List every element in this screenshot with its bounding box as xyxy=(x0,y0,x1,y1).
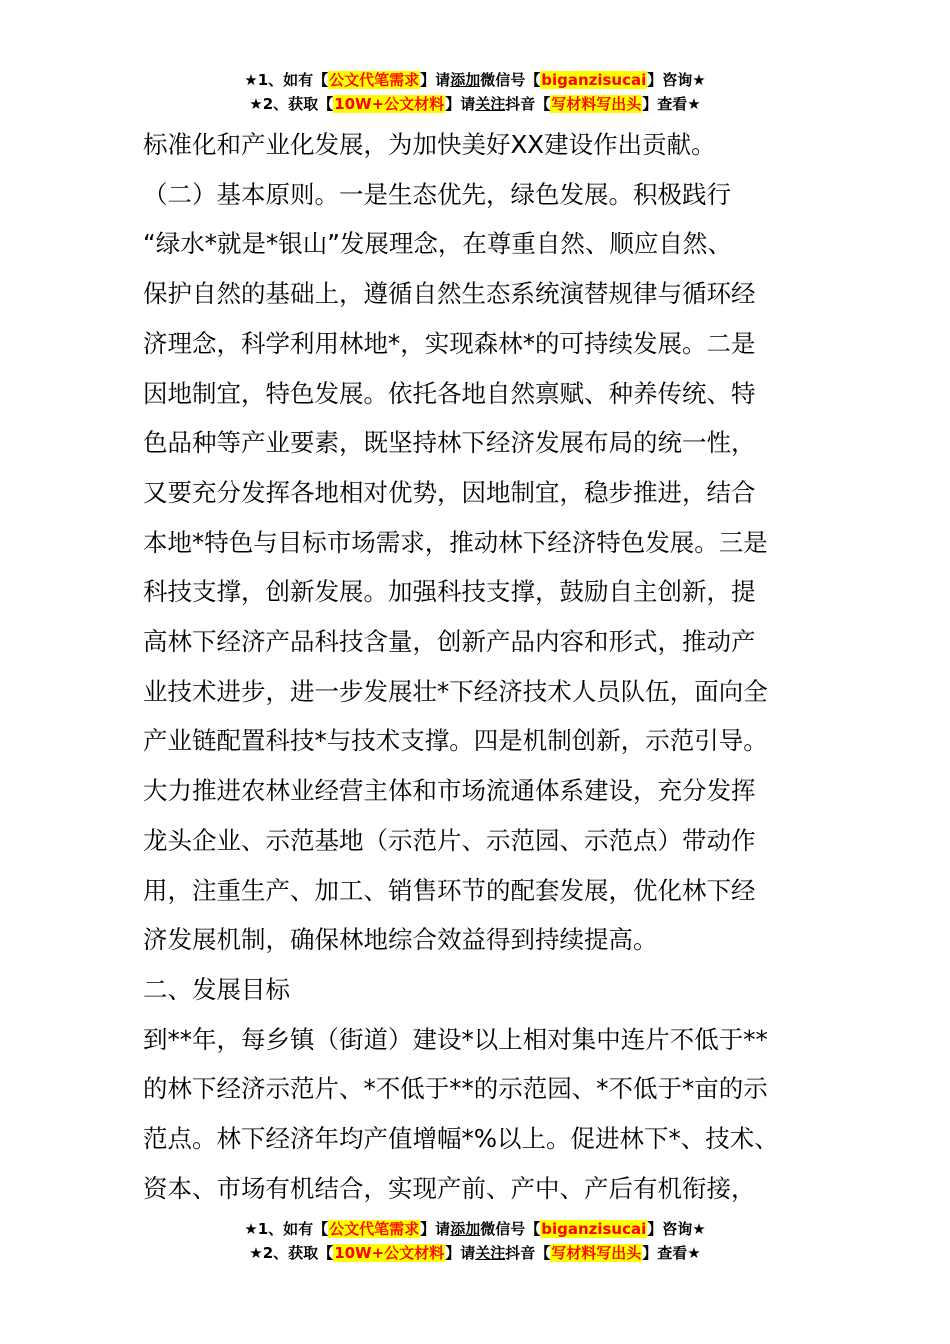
text-line: 保护自然的基础上，遵循自然生态系统演替规律与循环经 xyxy=(143,279,756,309)
banner-text: 抖音【 xyxy=(505,1244,551,1262)
banner-highlight-service: 公文代笔需求 xyxy=(329,1220,420,1238)
text-line: 因地制宜，特色发展。依托各地自然禀赋、种养传统、特 xyxy=(143,378,756,408)
text-line: 科技支撑，创新发展。加强科技支撑，鼓励自主创新，提 xyxy=(143,577,756,607)
banner-line-2 xyxy=(0,92,950,116)
banner-text: 】咨询★ xyxy=(647,1220,706,1238)
banner-line-2 xyxy=(0,1241,950,1265)
text-line: 高林下经济产品科技含量，创新产品内容和形式，推动产 xyxy=(143,627,756,657)
banner-highlight-service: 公文代笔需求 xyxy=(329,71,420,89)
text-line: 业技术进步，进一步发展壮*下经济技术人员队伍，面向全 xyxy=(143,676,768,706)
text-line: 到**年，每乡镇（街道）建设*以上相对集中连片不低于** xyxy=(143,1024,768,1054)
banner-keyword: 添加 xyxy=(450,71,481,89)
banner-text: 】查看★ xyxy=(642,1244,701,1262)
banner-text: 抖音【 xyxy=(505,95,551,113)
header-banner xyxy=(0,68,950,116)
text-line: （二）基本原则。一是生态优先，绿色发展。积极践行 xyxy=(143,179,731,209)
text-line: 济发展机制，确保林地综合效益得到持续提高。 xyxy=(143,925,658,955)
banner-text: 】请 xyxy=(420,71,451,89)
banner-highlight-douyin: 写材料写出头 xyxy=(551,1244,642,1262)
banner-keyword: 添加 xyxy=(450,1220,481,1238)
banner-text: 】请 xyxy=(445,1244,476,1262)
text-line: 龙头企业、示范基地（示范片、示范园、示范点）带动作 xyxy=(143,825,756,855)
footer-banner xyxy=(0,1217,950,1265)
banner-text: ★1、如有【 xyxy=(244,1220,329,1238)
text-line: 色品种等产业要素，既坚持林下经济发展布局的统一性， xyxy=(143,428,756,458)
banner-text: 】查看★ xyxy=(642,95,701,113)
banner-text: 】请 xyxy=(420,1220,451,1238)
banner-text: ★2、获取【 xyxy=(249,95,334,113)
text-line: 产业链配置科技*与技术支撑。四是机制创新，示范引导。 xyxy=(143,726,768,756)
document-body xyxy=(143,120,823,1213)
banner-line-1 xyxy=(0,1217,950,1241)
banner-highlight-wechat: biganzisucai xyxy=(541,1220,647,1238)
banner-text: 】请 xyxy=(445,95,476,113)
banner-text: 微信号【 xyxy=(480,71,541,89)
banner-text: 微信号【 xyxy=(480,1220,541,1238)
banner-text: ★1、如有【 xyxy=(244,71,329,89)
text-line: 资本、市场有机结合，实现产前、产中、产后有机衔接， xyxy=(143,1173,756,1203)
banner-text: 】咨询★ xyxy=(647,71,706,89)
banner-highlight-douyin: 写材料写出头 xyxy=(551,95,642,113)
text-line: 大力推进农林业经营主体和市场流通体系建设，充分发挥 xyxy=(143,776,756,806)
text-line: 济理念，科学利用林地*，实现森林*的可持续发展。二是 xyxy=(143,328,756,358)
text-line: “绿水*就是*银山”发展理念，在尊重自然、顺应自然、 xyxy=(143,229,732,259)
text-line: 用，注重生产、加工、销售环节的配套发展，优化林下经 xyxy=(143,875,756,905)
banner-highlight-materials: 10W+公文材料 xyxy=(334,1244,445,1262)
text-line: 又要充分发挥各地相对优势，因地制宜，稳步推进，结合 xyxy=(143,477,756,507)
banner-highlight-wechat: biganzisucai xyxy=(541,71,647,89)
text-line: 范点。林下经济年均产值增幅*%以上。促进林下*、技术、 xyxy=(143,1124,779,1154)
banner-line-1 xyxy=(0,68,950,92)
banner-text: ★2、获取【 xyxy=(249,1244,334,1262)
text-line: 的林下经济示范片、*不低于**的示范园、*不低于*亩的示 xyxy=(143,1074,768,1104)
text-line: 本地*特色与目标市场需求，推动林下经济特色发展。三是 xyxy=(143,527,768,557)
section-heading: 二、发展目标 xyxy=(143,974,290,1004)
banner-keyword: 关注 xyxy=(475,95,506,113)
banner-keyword: 关注 xyxy=(475,1244,506,1262)
banner-highlight-materials: 10W+公文材料 xyxy=(334,95,445,113)
text-line: 标准化和产业化发展，为加快美好XX建设作出贡献。 xyxy=(143,130,716,159)
